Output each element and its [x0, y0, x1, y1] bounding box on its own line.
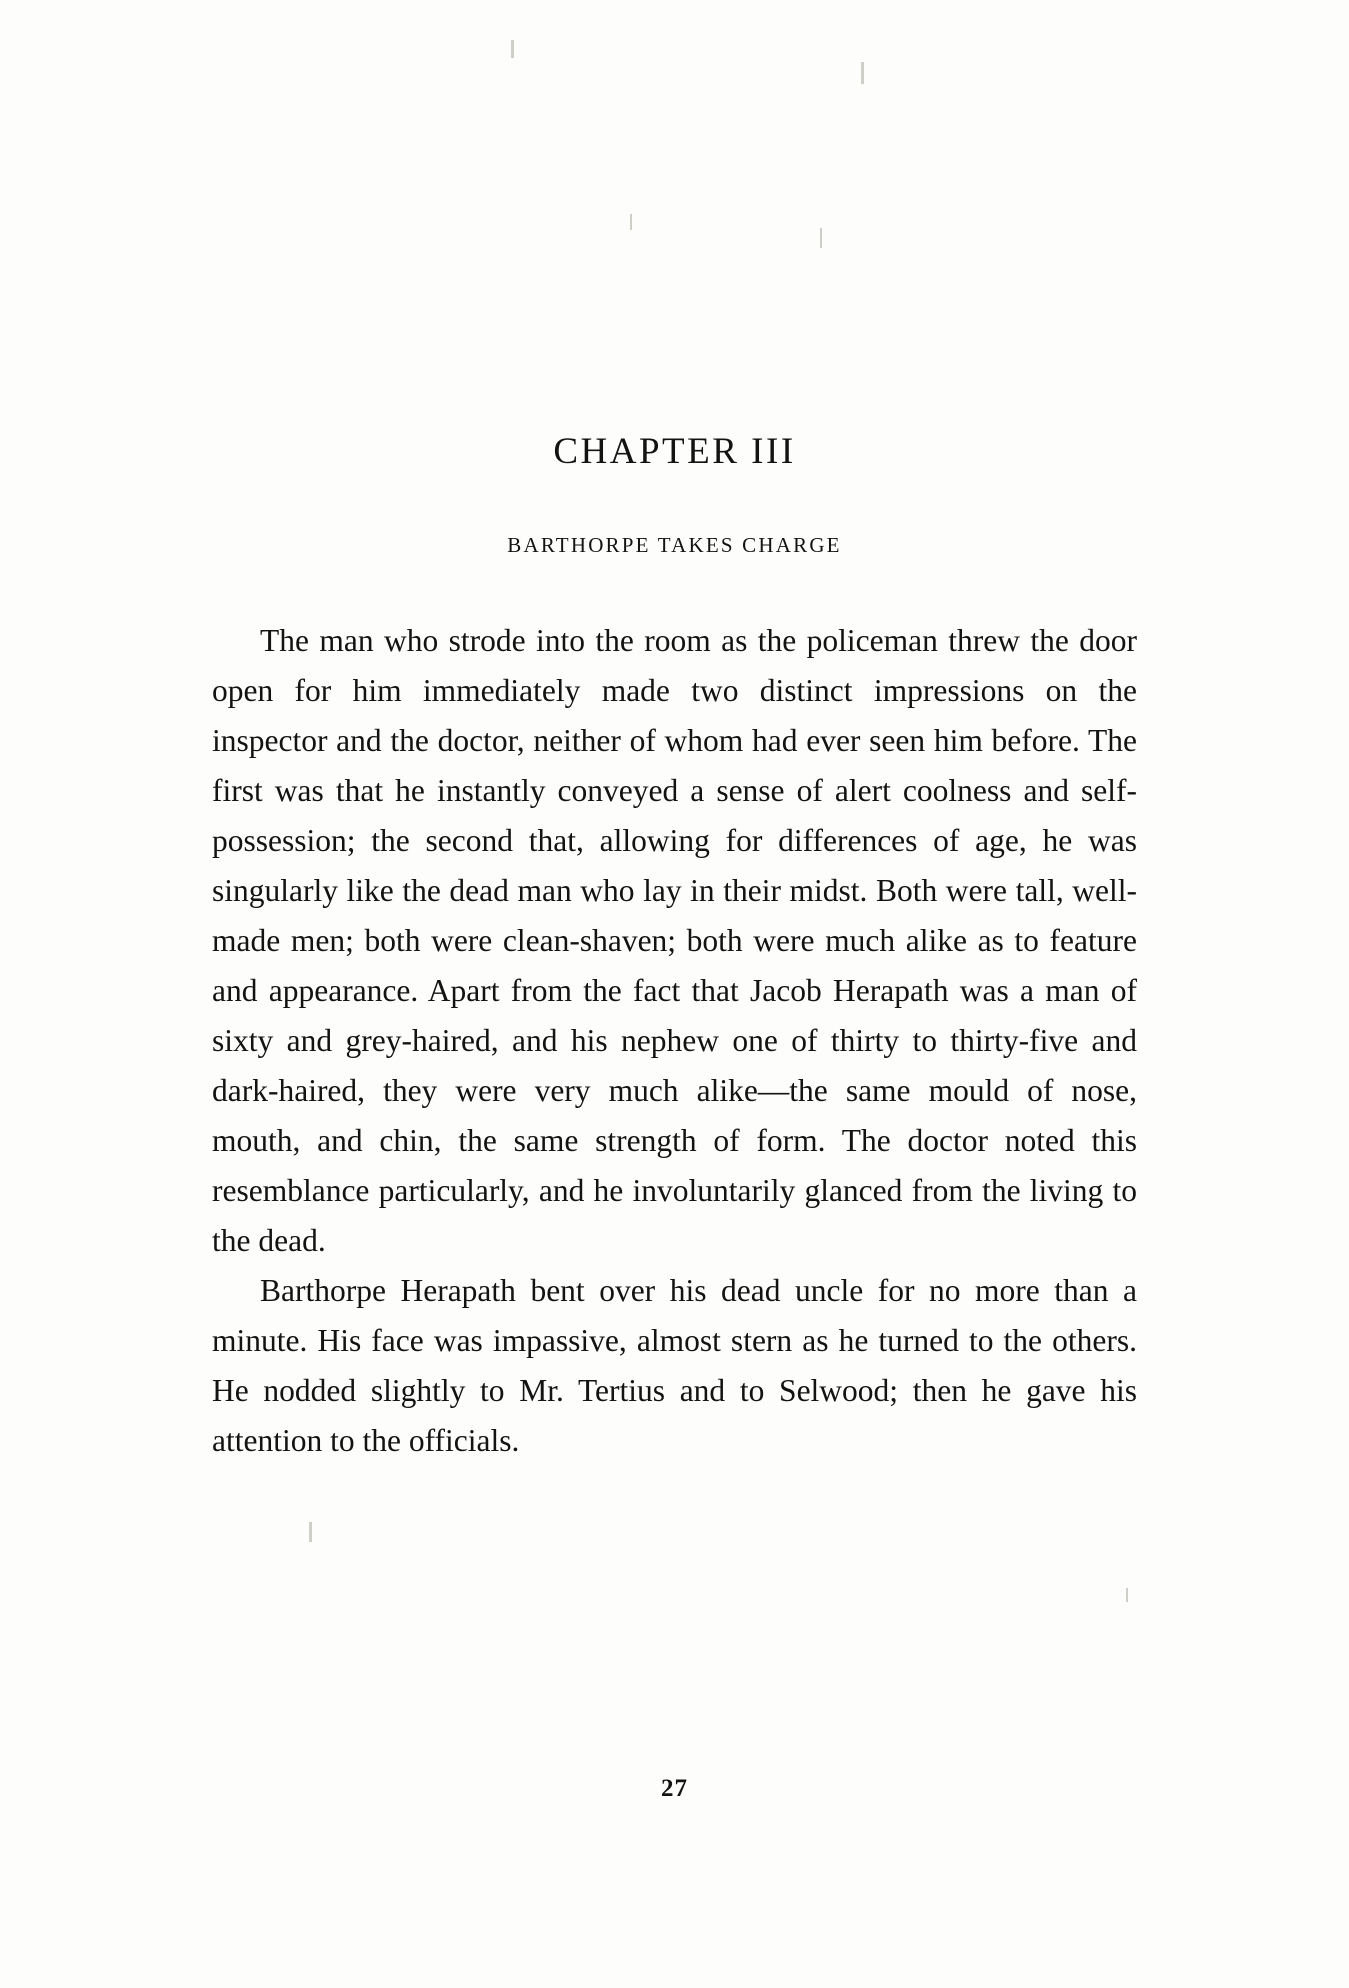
- scan-mark-bottom-right: [1126, 1588, 1128, 1602]
- chapter-subtitle: BARTHORPE TAKES CHARGE: [507, 533, 842, 557]
- scan-mark-top-right: [861, 62, 864, 84]
- chapter-heading: CHAPTER III: [553, 431, 796, 472]
- paragraph: Barthorpe Herapath bent over his dead uncle for no more than a minute. His face was impassive, almost stern as he turned to the others. He nodded slightly to Mr. Tertius and to Selwood; then he gave his attention to the officials.: [212, 1273, 1137, 1458]
- scan-mark-bottom: [309, 1522, 312, 1542]
- scan-mark-mid-right: [820, 228, 822, 248]
- scan-mark-mid-left: [630, 214, 632, 230]
- body-text: [212, 616, 1137, 1466]
- paragraph: The man who strode into the room as the policeman threw the door open for him immediately made two distinct impressions on the inspector and the doctor, neither of whom had ever seen him before. The first was that he instantly conveyed a sense of alert coolness and self-possession; the second that, allowing for differences of age, he was singularly like the dead man who lay in their midst. Both were tall, well-made men; both were clean-shaven; both were much alike as to feature and appearance. Apart from the fact that Jacob Herapath was a man of sixty and grey-haired, and his nephew one of thirty to thirty-five and dark-haired, they were very much alike—the same mould of nose, mouth, and chin, the same strength of form. The doctor noted this resemblance particularly, and he involuntarily glanced from the living to the dead.: [212, 623, 1137, 1258]
- scan-mark-top: [511, 40, 514, 58]
- page-content: [212, 430, 1137, 1466]
- page-number: 27: [661, 1775, 688, 1802]
